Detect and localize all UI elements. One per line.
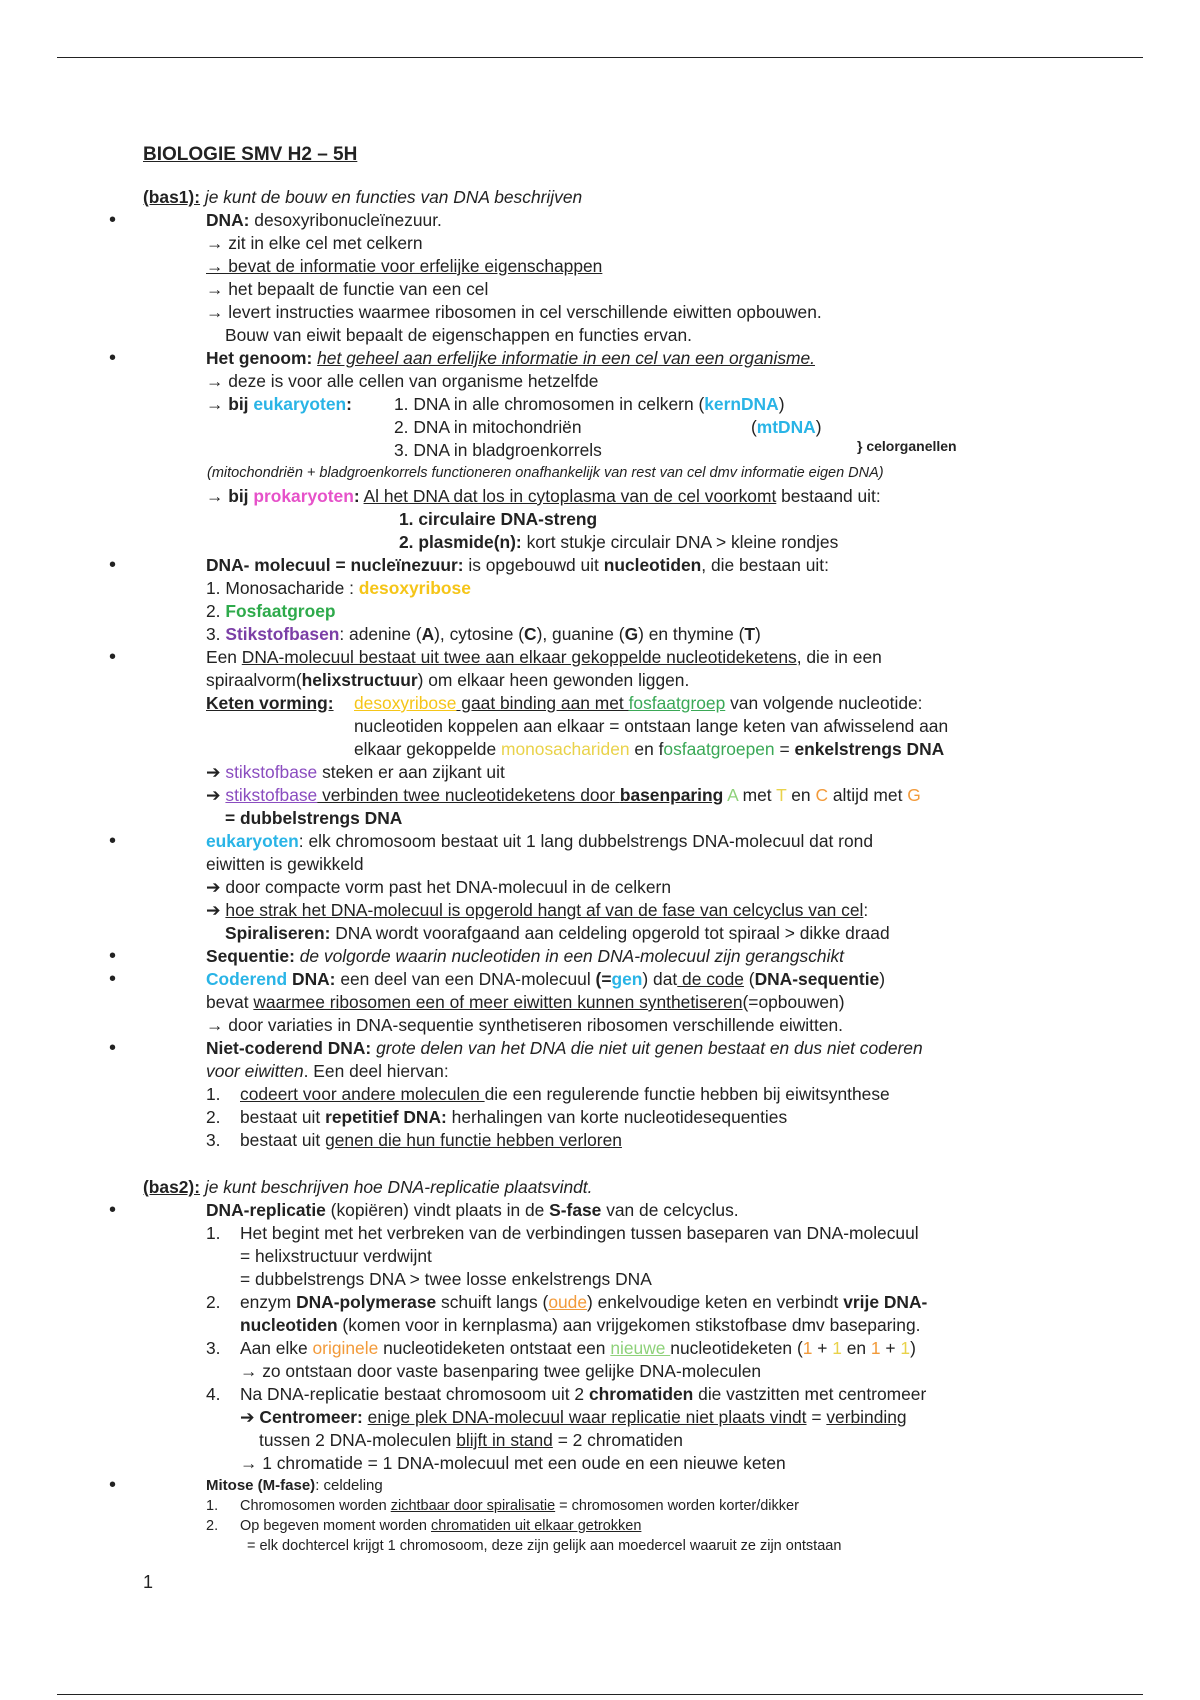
line: → het bepaalt de functie van een cel — [206, 279, 489, 299]
text: van volgende nucleotide: — [725, 693, 923, 713]
text — [751, 416, 822, 439]
text: = — [774, 739, 795, 759]
text: 2. DNA in mitochondriën — [394, 417, 582, 437]
term: desoxyribose — [358, 578, 471, 598]
term: chromatiden — [588, 1384, 694, 1404]
term: DNA: — [206, 210, 250, 230]
text: A — [723, 785, 738, 805]
top-rule — [57, 57, 1143, 58]
term: gen — [611, 969, 643, 989]
text: nucleotideketen ( — [670, 1338, 803, 1358]
text: (=opbouwen) — [742, 992, 845, 1012]
text: 1 — [832, 1338, 842, 1358]
line — [143, 761, 1063, 784]
line — [143, 899, 1063, 922]
line — [143, 991, 1063, 1014]
line — [143, 255, 1063, 278]
bottom-rule — [57, 1694, 1143, 1695]
text: 1 — [900, 1338, 911, 1358]
text: en — [841, 1338, 871, 1358]
term: Sequentie: — [206, 946, 295, 966]
list-item — [143, 623, 1063, 646]
text: ) en thymine ( — [638, 624, 745, 644]
text: : celdeling — [315, 1477, 383, 1494]
text: Op begeven moment worden — [240, 1518, 432, 1534]
text: nucleotideketen ontstaat een — [378, 1338, 611, 1358]
text: 2. — [206, 1518, 219, 1534]
term: repetitief DNA: — [325, 1107, 447, 1127]
text: 2. — [206, 1292, 221, 1312]
definition: grote delen van het DNA die niet uit genen bestaat en dus niet coderen — [371, 1038, 923, 1058]
text: 2. — [206, 601, 226, 621]
line: eiwitten is gewikkeld — [206, 854, 364, 874]
text: T — [776, 785, 787, 805]
text: ) — [815, 417, 822, 437]
text: bevat — [206, 992, 254, 1012]
text: spiraalvorm( — [206, 670, 302, 690]
text: monosachariden — [500, 739, 630, 759]
arrow-icon: ➔ — [206, 900, 226, 920]
line: → zo ontstaan door vaste basenparing twee gelijke DNA-moleculen — [240, 1361, 762, 1381]
line — [143, 1314, 1063, 1337]
text: originele — [312, 1338, 379, 1358]
text: bestaat uit — [240, 1130, 326, 1150]
term: DNA-sequentie — [754, 969, 880, 989]
annotation: } celorganellen — [857, 438, 957, 454]
definition: desoxyribonucleïnezuur. — [249, 210, 442, 230]
text: enige plek DNA-molecuul waar replicatie niet plaats vindt — [367, 1407, 807, 1427]
text: nieuwe — [610, 1338, 671, 1358]
bullet-eukaryoten — [143, 830, 1063, 853]
term: prokaryoten — [253, 486, 354, 506]
text: ) — [910, 1338, 916, 1358]
line — [143, 738, 1063, 761]
text: zichtbaar door spiralisatie — [390, 1498, 556, 1514]
list-item — [143, 1106, 1063, 1129]
term: vrije DNA- — [843, 1292, 928, 1312]
bullet-mitose — [143, 1475, 1063, 1496]
objective-text: je kunt beschrijven hoe DNA-replicatie plaatsvindt. — [200, 1177, 593, 1197]
text: = 2 chromatiden — [552, 1430, 683, 1450]
bullet-genoom — [143, 347, 1063, 370]
note-mito: (mitochondriën + bladgroenkorrels functioneren onafhankelijk van rest van cel dmv informatie eigen DNA) — [207, 465, 884, 481]
arrow-icon: ➔ — [206, 762, 226, 782]
text: (= — [595, 969, 612, 989]
page-number: 1 — [143, 1572, 154, 1592]
text: Het begint met het verbreken van de verbindingen tussen baseparen van DNA-molecuul — [240, 1223, 919, 1243]
text: chromatiden uit elkaar getrokken — [431, 1518, 642, 1534]
text: DNA wordt voorafgaand aan celdeling opgerold tot spiraal > dikke draad — [330, 923, 890, 943]
text: kort stukje circulair DNA > kleine rondjes — [521, 532, 839, 552]
text: ) om elkaar heen gewonden liggen. — [417, 670, 690, 690]
text: desoxyribose — [354, 693, 457, 713]
list-item — [143, 1337, 1063, 1360]
text: en f — [629, 739, 664, 759]
text: 1. — [206, 1498, 219, 1514]
text: enzym — [240, 1292, 297, 1312]
objective-code: (bas1): — [143, 187, 201, 207]
text: C — [524, 624, 537, 644]
objective-text: je kunt de bouw en functies van DNA beschrijven — [200, 187, 583, 207]
bullet-sequentie — [143, 945, 1063, 968]
list-item — [143, 1129, 1063, 1152]
text: 1. Monosacharide : — [206, 578, 359, 598]
text: waarmee ribosomen een of meer eiwitten kunnen synthetiseren — [253, 992, 743, 1012]
text: 3. — [206, 1338, 221, 1358]
line: → deze is voor alle cellen van organisme hetzelfde — [206, 371, 599, 391]
text: : — [353, 486, 360, 506]
text: : — [863, 900, 869, 920]
text: met — [737, 785, 777, 805]
bullet-molecuul — [143, 554, 1063, 577]
text: verbinden twee nucleotideketens door — [317, 785, 620, 805]
line — [143, 393, 1063, 416]
term: 2. plasmide(n): — [399, 532, 522, 552]
text: Aan elke — [240, 1338, 313, 1358]
text: G — [624, 624, 639, 644]
term: nucleotiden — [240, 1315, 338, 1335]
text: 3. DNA in bladgroenkorrels — [394, 440, 602, 460]
term: Stikstofbasen — [225, 624, 340, 644]
text: verbinding — [826, 1407, 907, 1427]
term: DNA-polymerase — [296, 1292, 437, 1312]
term: DNA-replicatie — [206, 1200, 326, 1220]
text: stikstofbase — [225, 785, 318, 805]
term: eukaryoten — [253, 394, 347, 414]
text: A — [421, 624, 435, 644]
line: ➔ door compacte vorm past het DNA-molecuul in de celkern — [206, 877, 671, 897]
text: , die bestaan uit: — [701, 555, 829, 575]
term: mtDNA — [756, 417, 816, 437]
list-item — [143, 1083, 1063, 1106]
text: die een regulerende functie hebben bij eiwitsynthese — [484, 1084, 890, 1104]
text: hoe strak het DNA-molecuul is opgerold hangt af van de fase van celcyclus van cel — [225, 900, 864, 920]
text: fosfaatgroep — [628, 693, 726, 713]
definition: het geheel aan erfelijke informatie in een cel van een organisme. — [317, 348, 815, 368]
bullet-dna — [143, 209, 1063, 232]
text: bestaat uit — [240, 1107, 326, 1127]
term: DNA: — [287, 969, 336, 989]
line — [143, 485, 1063, 508]
list-item — [143, 577, 1063, 600]
bullet-coderend: • Coderend DNA: een deel van een DNA-molecuul (=gen) dat de code (DNA-sequentie) — [143, 968, 1063, 991]
text: 4. — [206, 1384, 221, 1404]
text: codeert voor andere moleculen — [240, 1084, 485, 1104]
list-item — [143, 600, 1063, 623]
text: van de celcyclus. — [601, 1200, 739, 1220]
text: elkaar gekoppelde — [354, 739, 501, 759]
text: = chromosomen worden korter/dikker — [555, 1498, 799, 1514]
term: enkelstrengs DNA — [794, 739, 945, 759]
line: nucleotiden koppelen aan elkaar = ontstaan lange keten van afwisselend aan — [354, 716, 949, 736]
term: eukaryoten — [206, 831, 299, 851]
text: altijd met — [828, 785, 908, 805]
text: , die in een — [796, 647, 882, 667]
line — [143, 531, 1063, 554]
text: 2. — [206, 1107, 221, 1127]
term: Mitose (M-fase) — [206, 1477, 316, 1494]
objective-code: (bas2): — [143, 1177, 201, 1197]
text: ) — [642, 969, 649, 989]
objective-bas2 — [143, 1176, 1063, 1199]
list-item — [143, 1222, 1063, 1245]
text: blijft in stand — [456, 1430, 553, 1450]
text: = — [806, 1407, 827, 1427]
text: de code — [677, 969, 744, 989]
text: G — [907, 785, 921, 805]
line — [143, 669, 1063, 692]
text: ), cytosine ( — [434, 624, 525, 644]
line — [143, 439, 1063, 462]
line: → zit in elke cel met celkern — [206, 233, 423, 253]
line — [143, 1429, 1063, 1452]
line — [143, 784, 1063, 807]
text: + — [812, 1338, 833, 1358]
text: → bij — [206, 394, 254, 414]
line — [143, 692, 1063, 715]
text: (komen voor in kernplasma) aan vrijgekomen stikstofbase dmv baseparing. — [337, 1315, 921, 1335]
term: kernDNA — [704, 394, 779, 414]
line: = dubbelstrengs DNA > twee losse enkelstrengs DNA — [240, 1269, 652, 1289]
objective-bas1 — [143, 186, 1063, 209]
text: 3. — [206, 1130, 221, 1150]
bullet-replicatie — [143, 1199, 1063, 1222]
text: DNA-molecuul bestaat uit twee aan elkaar gekoppelde nucleotideketens — [241, 647, 797, 667]
text: ), guanine ( — [536, 624, 625, 644]
text: 1 — [802, 1338, 813, 1358]
text: . Een deel hiervan: — [303, 1061, 449, 1081]
text: → bij — [206, 486, 254, 506]
term: DNA- molecuul = nucleïnezuur: — [206, 555, 464, 575]
text: 1. — [206, 1084, 221, 1104]
page-title: BIOLOGIE SMV H2 – 5H — [143, 144, 358, 165]
text: : adenine ( — [339, 624, 422, 644]
text: 1. — [206, 1223, 221, 1243]
term: basenparing — [619, 785, 724, 805]
arrow-icon: ➔ — [206, 785, 226, 805]
line — [143, 922, 1063, 945]
list-item — [143, 1383, 1063, 1406]
text: dat — [648, 969, 678, 989]
term: Keten vorming: — [206, 693, 334, 713]
text: Een — [206, 647, 242, 667]
bullet-niet-coderend — [143, 1037, 1063, 1060]
text: stikstofbase — [225, 762, 318, 782]
line: → 1 chromatide = 1 DNA-molecuul met een oude en een nieuwe keten — [240, 1453, 786, 1473]
term: Niet-coderend DNA: — [206, 1038, 372, 1058]
text: : elk chromosoom bestaat uit 1 lang dubbelstrengs DNA-molecuul dat rond — [298, 831, 873, 851]
text: die vastzitten met centromeer — [693, 1384, 927, 1404]
text: + — [880, 1338, 901, 1358]
list-item — [143, 1516, 1063, 1536]
line: = elk dochtercel krijgt 1 chromosoom, deze zijn gelijk aan moedercel waaruit ze zijn ontstaan — [247, 1538, 842, 1554]
text: → bevat de informatie voor erfelijke eigenschappen — [206, 256, 603, 276]
text: is opgebouwd uit — [463, 555, 604, 575]
text: ) — [755, 624, 761, 644]
text: bestaand uit: — [776, 486, 881, 506]
line: → door variaties in DNA-sequentie synthetiseren ribosomen verschillende eiwitten. — [206, 1015, 844, 1035]
line: Bouw van eiwit bepaalt de eigenschappen en functies ervan. — [225, 325, 692, 345]
definition: voor eiwitten — [206, 1061, 304, 1081]
term: nucleotiden — [603, 555, 702, 575]
line — [143, 1406, 1063, 1429]
text: Chromosomen worden — [240, 1498, 391, 1514]
text: tussen 2 DNA-moleculen — [259, 1430, 457, 1450]
list-item — [143, 1291, 1063, 1314]
document-body — [143, 143, 1063, 1556]
text: een deel van een DNA-molecuul — [335, 969, 596, 989]
text: Na DNA-replicatie bestaat chromosoom uit 2 — [240, 1384, 589, 1404]
term: S-fase — [549, 1200, 602, 1220]
line — [143, 1060, 1063, 1083]
text: : — [346, 394, 352, 414]
term: Fosfaatgroep — [225, 601, 336, 621]
text: (kopiëren) vindt plaats in de — [325, 1200, 550, 1220]
text: ( — [751, 417, 757, 437]
term: ➔ Centromeer: — [240, 1407, 363, 1427]
text: steken er aan zijkant uit — [317, 762, 505, 782]
bullet-twee-ketens — [143, 646, 1063, 669]
text: 1. DNA in alle chromosomen in celkern ( — [394, 394, 705, 414]
list-item — [394, 393, 784, 416]
term: Het genoom: — [206, 348, 313, 368]
definition: de volgorde waarin nucleotiden in een DNA-molecuul zijn gerangschikt — [294, 946, 844, 966]
text: osfaatgroepen — [663, 739, 775, 759]
line: → levert instructies waarmee ribosomen in cel verschillende eiwitten opbouwen. — [206, 302, 822, 322]
text: Al het DNA dat los in cytoplasma van de cel voorkomt — [363, 486, 777, 506]
text: oude — [548, 1292, 588, 1312]
text: T — [744, 624, 756, 644]
list-item — [143, 1496, 1063, 1516]
text: C — [815, 785, 828, 805]
term: helixstructuur — [301, 670, 418, 690]
text: ) — [778, 394, 785, 414]
text: schuift langs ( — [436, 1292, 549, 1312]
text: genen die hun functie hebben verloren — [325, 1130, 622, 1150]
text: gaat binding aan met — [456, 693, 629, 713]
text: herhalingen van korte nucleotidesequenties — [446, 1107, 788, 1127]
line: = helixstructuur verdwijnt — [240, 1246, 432, 1266]
text: 1 — [870, 1338, 881, 1358]
text: ) enkelvoudige keten en verbindt — [587, 1292, 844, 1312]
line: = dubbelstrengs DNA — [225, 808, 403, 828]
text: 3. — [206, 624, 226, 644]
text: en — [786, 785, 816, 805]
term: Spiraliseren: — [225, 923, 331, 943]
term: Coderend — [206, 969, 288, 989]
line: 1. circulaire DNA-streng — [399, 509, 598, 529]
